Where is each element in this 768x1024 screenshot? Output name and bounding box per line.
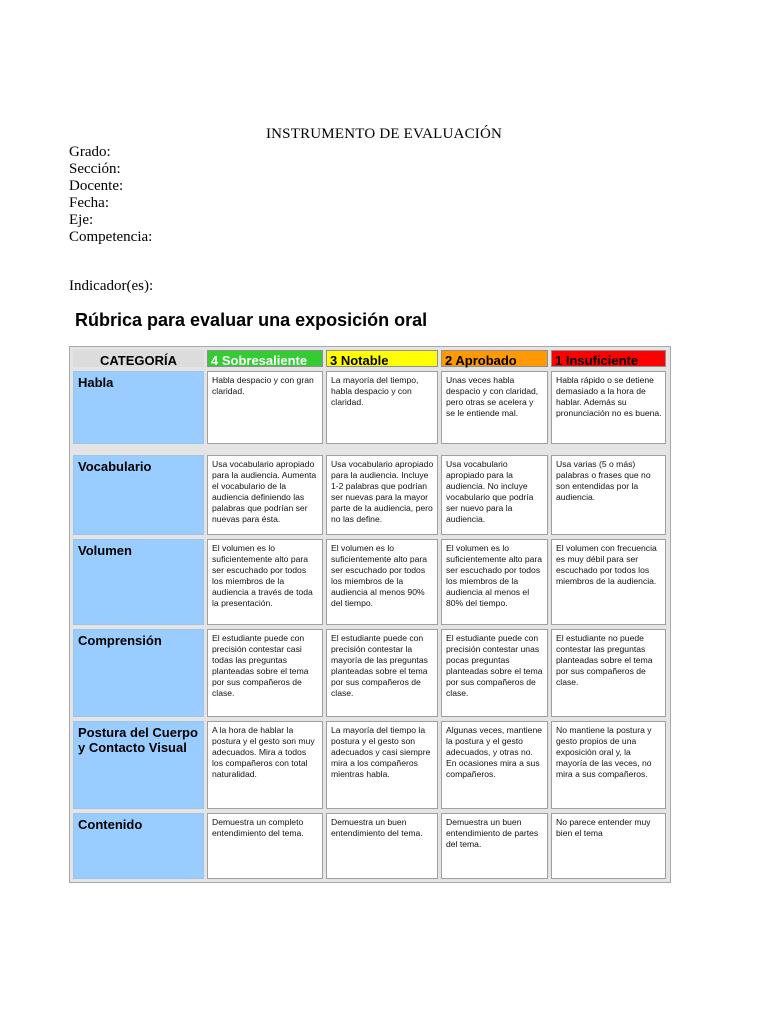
rubric-cell-vocabulario-level-4: Usa vocabulario apropiado para la audiencia. Aumenta el vocabulario de la audiencia definiendo las palabras que podrían ser nuevas para ésta.	[207, 455, 323, 535]
rubric-cell-habla-level-4: Habla despacio y con gran claridad.	[207, 371, 323, 444]
rubric-cell-comprension-level-2: El estudiante puede con precisión contestar unas pocas preguntas planteadas sobre el tema por sus compañeros de clase.	[441, 629, 548, 717]
rubric-cell-postura-del-cuerpo-y-contacto-visual-level-4: A la hora de hablar la postura y el gesto son muy adecuados. Mira a todos los compañeros con total naturalidad.	[207, 721, 323, 809]
field-seccion: Sección:	[69, 161, 121, 177]
rubric-cell-postura-del-cuerpo-y-contacto-visual-level-2: Algunas veces, mantiene la postura y el gesto adecuados, y otras no. En ocasiones mira a sus compañeros.	[441, 721, 548, 809]
category-volumen: Volumen	[73, 539, 204, 625]
level-header-1-insuficiente: 1 Insuficiente	[551, 350, 666, 367]
rubric-cell-volumen-level-1: El volumen con frecuencia es muy débil para ser escuchado por todos los miembros de la audiencia.	[551, 539, 666, 625]
rubric-cell-habla-level-3: La mayoría del tiempo, habla despacio y con claridad.	[326, 371, 438, 444]
category-postura-del-cuerpo-y-contacto-visual: Postura del Cuerpo y Contacto Visual	[73, 721, 204, 809]
rubric-cell-volumen-level-3: El volumen es lo suficientemente alto para ser escuchado por todos los miembros de la audiencia al menos 90% del tiempo.	[326, 539, 438, 625]
rubric-cell-volumen-level-4: El volumen es lo suficientemente alto para ser escuchado por todos los miembros de la audiencia a través de toda la presentación.	[207, 539, 323, 625]
rubric-cell-habla-level-2: Unas veces habla despacio y con claridad, pero otras se acelera y se le entiende mal.	[441, 371, 548, 444]
rubric-cell-comprension-level-3: El estudiante puede con precisión contestar la mayoría de las preguntas planteadas sobre el tema por sus compañeros de clase.	[326, 629, 438, 717]
category-contenido: Contenido	[73, 813, 204, 879]
field-fecha: Fecha:	[69, 195, 109, 211]
field-docente: Docente:	[69, 178, 124, 194]
category-comprension: Comprensión	[73, 629, 204, 717]
rubric-cell-comprension-level-1: El estudiante no puede contestar las preguntas planteadas sobre el tema por sus compañeros de clase.	[551, 629, 666, 717]
level-header-3-notable: 3 Notable	[326, 350, 438, 367]
header-fields	[69, 144, 152, 246]
rubric-cell-postura-del-cuerpo-y-contacto-visual-level-1: No mantiene la postura y gesto propios de una exposición oral y, la mayoría de las veces, no mira a sus compañeros.	[551, 721, 666, 809]
field-indicador: Indicador(es):	[69, 278, 154, 294]
rubric-cell-contenido-level-1: No parece entender muy bien el tema	[551, 813, 666, 879]
document-title: INSTRUMENTO DE EVALUACIÓN	[265, 126, 503, 142]
rubric-cell-contenido-level-3: Demuestra un buen entendimiento del tema.	[326, 813, 438, 879]
rubric-cell-habla-level-1: Habla rápido o se detiene demasiado a la hora de hablar. Además su pronunciación no es buena.	[551, 371, 666, 444]
rubric-cell-vocabulario-level-1: Usa varias (5 o más) palabras o frases que no son entendidas por la audiencia.	[551, 455, 666, 535]
category-vocabulario: Vocabulario	[73, 455, 204, 535]
rubric-cell-volumen-level-2: El volumen es lo suficientemente alto para ser escuchado por todos los miembros de la audiencia al menos el 80% del tiempo.	[441, 539, 548, 625]
rubric-cell-contenido-level-2: Demuestra un buen entendimiento de partes del tema.	[441, 813, 548, 879]
field-eje: Eje:	[69, 212, 94, 228]
rubric-cell-contenido-level-4: Demuestra un completo entendimiento del tema.	[207, 813, 323, 879]
rubric-cell-vocabulario-level-3: Usa vocabulario apropiado para la audiencia. Incluye 1-2 palabras que podrían ser nuevas para la mayor parte de la audiencia, pero no las define.	[326, 455, 438, 535]
rubric-title: Rúbrica para evaluar una exposición oral	[75, 310, 428, 330]
rubric-table	[69, 346, 671, 883]
level-header-2-aprobado: 2 Aprobado	[441, 350, 548, 367]
rubric-cell-vocabulario-level-2: Usa vocabulario apropiado para la audiencia. No incluye vocabulario que podría ser nuevo para la audiencia.	[441, 455, 548, 535]
category-habla: Habla	[73, 371, 204, 444]
category-header: CATEGORÍA	[73, 350, 204, 367]
level-header-4-sobresaliente: 4 Sobresaliente	[207, 350, 323, 367]
field-competencia: Competencia:	[69, 229, 153, 245]
field-grado: Grado:	[69, 144, 111, 160]
rubric-cell-comprension-level-4: El estudiante puede con precisión contestar casi todas las preguntas planteadas sobre el tema por sus compañeros de clase.	[207, 629, 323, 717]
rubric-cell-postura-del-cuerpo-y-contacto-visual-level-3: La mayoría del tiempo la postura y el gesto son adecuados y casi siempre mira a los compañeros mientras habla.	[326, 721, 438, 809]
